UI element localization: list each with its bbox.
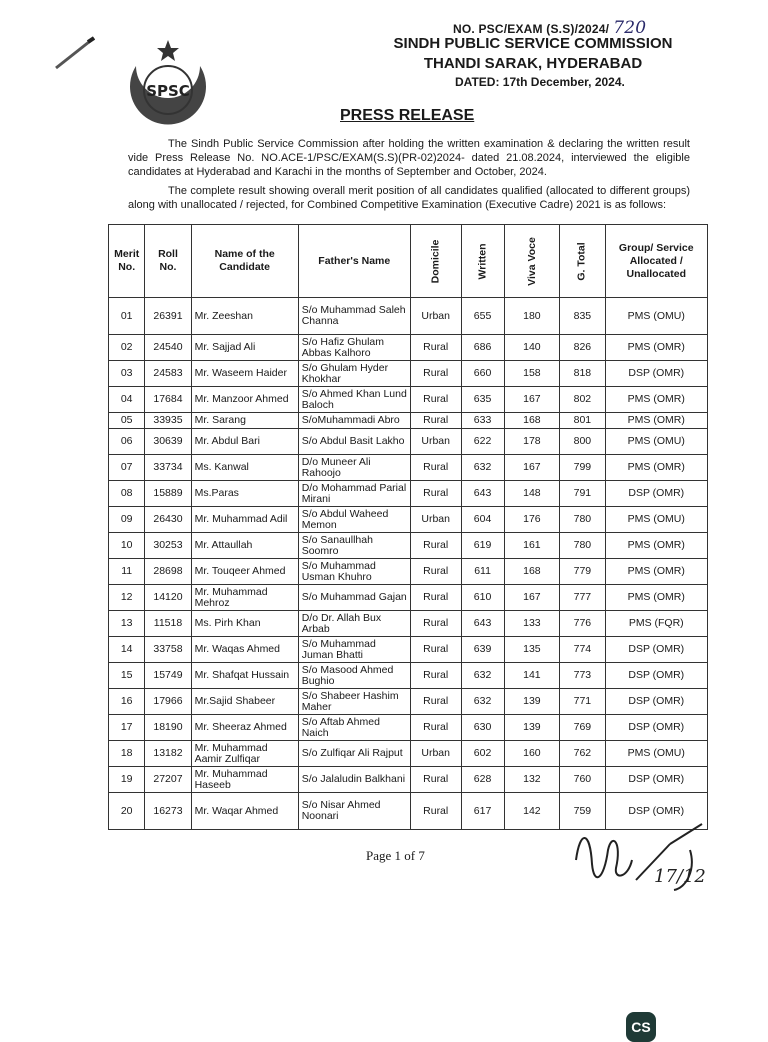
grand-total: 835 <box>560 298 605 335</box>
candidate-name: Mr. Manzoor Ahmed <box>191 387 298 413</box>
candidate-name: Ms. Pirh Khan <box>191 611 298 637</box>
col-viva-voce <box>504 225 560 298</box>
roll-no: 26430 <box>145 507 191 533</box>
viva-marks: 139 <box>504 689 560 715</box>
table-row <box>109 361 708 387</box>
group-allocated: DSP (OMR) <box>605 793 707 830</box>
table-row <box>109 559 708 585</box>
merit-no: 18 <box>109 741 145 767</box>
group-allocated: DSP (OMR) <box>605 715 707 741</box>
merit-no: 02 <box>109 335 145 361</box>
table-row <box>109 298 708 335</box>
candidate-name: Mr. Sajjad Ali <box>191 335 298 361</box>
domicile: Rural <box>410 793 461 830</box>
page-title: PRESS RELEASE <box>340 107 475 124</box>
father-name: S/o Nisar Ahmed Noonari <box>298 793 410 830</box>
father-name: S/o Muhammad Saleh Channa <box>298 298 410 335</box>
roll-no: 24540 <box>145 335 191 361</box>
father-name: S/o Ahmed Khan Lund Baloch <box>298 387 410 413</box>
domicile: Rural <box>410 689 461 715</box>
domicile: Urban <box>410 507 461 533</box>
col-merit-no: Merit No. <box>109 225 145 298</box>
written-marks: 635 <box>461 387 504 413</box>
org-name: SINDH PUBLIC SERVICE COMMISSION <box>393 35 673 52</box>
group-allocated: PMS (OMU) <box>605 507 707 533</box>
col-candidate-name: Name of the Candidate <box>191 225 298 298</box>
table-row <box>109 585 708 611</box>
group-allocated: PMS (OMU) <box>605 429 707 455</box>
domicile: Rural <box>410 637 461 663</box>
grand-total: 780 <box>560 533 605 559</box>
roll-no: 11518 <box>145 611 191 637</box>
roll-no: 30639 <box>145 429 191 455</box>
merit-no: 17 <box>109 715 145 741</box>
grand-total: 771 <box>560 689 605 715</box>
roll-no: 17966 <box>145 689 191 715</box>
logo-text: SPSC <box>146 82 190 100</box>
group-allocated: PMS (OMR) <box>605 335 707 361</box>
written-marks: 610 <box>461 585 504 611</box>
grand-total: 800 <box>560 429 605 455</box>
written-marks: 632 <box>461 455 504 481</box>
candidate-name: Ms.Paras <box>191 481 298 507</box>
pen-mark-icon <box>52 34 98 72</box>
table-row <box>109 335 708 361</box>
written-marks: 630 <box>461 715 504 741</box>
roll-no: 27207 <box>145 767 191 793</box>
roll-no: 33935 <box>145 413 191 429</box>
candidate-name: Ms. Kanwal <box>191 455 298 481</box>
father-name: S/o Muhammad Usman Khuhro <box>298 559 410 585</box>
domicile: Urban <box>410 298 461 335</box>
domicile: Rural <box>410 533 461 559</box>
roll-no: 24583 <box>145 361 191 387</box>
roll-no: 15749 <box>145 663 191 689</box>
viva-marks: 140 <box>504 335 560 361</box>
result-paragraph: The complete result showing overall merit position of all candidates qualified (allocated to different groups) along with unallocated / rejected, for Combined Competitive Examination (Executive Cadre) 2021 is as follows: <box>128 185 690 211</box>
written-marks: 619 <box>461 533 504 559</box>
grand-total: 779 <box>560 559 605 585</box>
merit-no: 10 <box>109 533 145 559</box>
viva-marks: 133 <box>504 611 560 637</box>
table-row <box>109 741 708 767</box>
merit-no: 01 <box>109 298 145 335</box>
domicile: Urban <box>410 429 461 455</box>
father-name: S/o Aftab Ahmed Naich <box>298 715 410 741</box>
roll-no: 14120 <box>145 585 191 611</box>
col-domicile-label: Domicile <box>429 239 442 283</box>
org-address: THANDI SARAK, HYDERABAD <box>423 55 643 72</box>
viva-marks: 168 <box>504 413 560 429</box>
father-name: S/o Shabeer Hashim Maher <box>298 689 410 715</box>
table-row <box>109 507 708 533</box>
group-allocated: PMS (OMR) <box>605 559 707 585</box>
candidate-name: Mr. Muhammad Adil <box>191 507 298 533</box>
col-g-total <box>560 225 605 298</box>
group-allocated: DSP (OMR) <box>605 637 707 663</box>
father-name: D/o Muneer Ali Rahoojo <box>298 455 410 481</box>
table-header-row <box>109 225 708 298</box>
candidate-name: Mr. Zeeshan <box>191 298 298 335</box>
viva-marks: 132 <box>504 767 560 793</box>
table-row <box>109 387 708 413</box>
candidate-name: Mr. Abdul Bari <box>191 429 298 455</box>
cs-badge: CS <box>626 1012 656 1042</box>
viva-marks: 142 <box>504 793 560 830</box>
grand-total: 759 <box>560 793 605 830</box>
written-marks: 602 <box>461 741 504 767</box>
domicile: Rural <box>410 413 461 429</box>
roll-no: 17684 <box>145 387 191 413</box>
col-viva-voce-label: Viva Voce <box>525 236 538 286</box>
written-marks: 686 <box>461 335 504 361</box>
group-allocated: PMS (OMR) <box>605 533 707 559</box>
viva-marks: 139 <box>504 715 560 741</box>
table-row <box>109 533 708 559</box>
table-row <box>109 413 708 429</box>
written-marks: 604 <box>461 507 504 533</box>
col-roll-no: Roll No. <box>145 225 191 298</box>
roll-no: 33758 <box>145 637 191 663</box>
col-g-total-label: G. Total <box>575 241 588 281</box>
candidate-name: Mr. Sheeraz Ahmed <box>191 715 298 741</box>
grand-total: 799 <box>560 455 605 481</box>
group-allocated: DSP (OMR) <box>605 481 707 507</box>
candidate-name: Mr. Touqeer Ahmed <box>191 559 298 585</box>
roll-no: 16273 <box>145 793 191 830</box>
viva-marks: 167 <box>504 455 560 481</box>
father-name: S/o Jalaludin Balkhani <box>298 767 410 793</box>
signature-date: 17/12 <box>654 866 706 887</box>
father-name: D/o Mohammad Parial Mirani <box>298 481 410 507</box>
candidate-name: Mr. Muhammad Haseeb <box>191 767 298 793</box>
roll-no: 33734 <box>145 455 191 481</box>
viva-marks: 161 <box>504 533 560 559</box>
page-number: Page 1 of 7 <box>366 848 425 863</box>
candidate-name: Mr. Muhammad Mehroz <box>191 585 298 611</box>
merit-no: 05 <box>109 413 145 429</box>
organization-header <box>388 34 678 74</box>
table-row <box>109 663 708 689</box>
group-allocated: DSP (OMR) <box>605 689 707 715</box>
written-marks: 633 <box>461 413 504 429</box>
reference-handwritten: 720 <box>613 18 647 38</box>
col-domicile <box>410 225 461 298</box>
merit-no: 16 <box>109 689 145 715</box>
viva-marks: 135 <box>504 637 560 663</box>
written-marks: 639 <box>461 637 504 663</box>
merit-no: 13 <box>109 611 145 637</box>
intro-paragraph: The Sindh Public Service Commission after holding the written examination & declaring the written result vide Press Release No. NO.ACE-1/PSC/EXAM(S.S)(PR-02)2024- dated 21.08.2024, interviewed the eligible candidates at Hyderabad and Karachi in the months of September and October, 2024. <box>128 138 690 178</box>
viva-marks: 158 <box>504 361 560 387</box>
domicile: Rural <box>410 611 461 637</box>
group-allocated: PMS (OMR) <box>605 413 707 429</box>
domicile: Rural <box>410 387 461 413</box>
domicile: Rural <box>410 663 461 689</box>
merit-table <box>108 224 708 830</box>
merit-no: 08 <box>109 481 145 507</box>
viva-marks: 167 <box>504 387 560 413</box>
candidate-name: Mr. Waqas Ahmed <box>191 637 298 663</box>
grand-total: 802 <box>560 387 605 413</box>
grand-total: 801 <box>560 413 605 429</box>
grand-total: 791 <box>560 481 605 507</box>
grand-total: 818 <box>560 361 605 387</box>
table-row <box>109 767 708 793</box>
merit-no: 06 <box>109 429 145 455</box>
col-written <box>461 225 504 298</box>
grand-total: 762 <box>560 741 605 767</box>
table-row <box>109 611 708 637</box>
viva-marks: 176 <box>504 507 560 533</box>
group-allocated: PMS (OMR) <box>605 455 707 481</box>
father-name: S/o Zulfiqar Ali Rajput <box>298 741 410 767</box>
group-allocated: DSP (OMR) <box>605 361 707 387</box>
table-row <box>109 455 708 481</box>
viva-marks: 178 <box>504 429 560 455</box>
written-marks: 628 <box>461 767 504 793</box>
grand-total: 777 <box>560 585 605 611</box>
merit-no: 09 <box>109 507 145 533</box>
grand-total: 769 <box>560 715 605 741</box>
father-name: S/o Abdul Basit Lakho <box>298 429 410 455</box>
written-marks: 632 <box>461 689 504 715</box>
merit-no: 19 <box>109 767 145 793</box>
merit-no: 03 <box>109 361 145 387</box>
table-body <box>109 298 708 830</box>
grand-total: 776 <box>560 611 605 637</box>
grand-total: 774 <box>560 637 605 663</box>
written-marks: 643 <box>461 481 504 507</box>
written-marks: 617 <box>461 793 504 830</box>
viva-marks: 168 <box>504 559 560 585</box>
domicile: Rural <box>410 335 461 361</box>
written-marks: 643 <box>461 611 504 637</box>
merit-no: 12 <box>109 585 145 611</box>
father-name: D/o Dr. Allah Bux Arbab <box>298 611 410 637</box>
signature-icon <box>570 820 720 900</box>
table-row <box>109 429 708 455</box>
father-name: S/o Sanaullhah Soomro <box>298 533 410 559</box>
merit-no: 15 <box>109 663 145 689</box>
candidate-name: Mr. Shafqat Hussain <box>191 663 298 689</box>
merit-no: 20 <box>109 793 145 830</box>
group-allocated: PMS (OMR) <box>605 585 707 611</box>
written-marks: 660 <box>461 361 504 387</box>
candidate-name: Mr.Sajid Shabeer <box>191 689 298 715</box>
merit-no: 04 <box>109 387 145 413</box>
father-name: S/o Abdul Waheed Memon <box>298 507 410 533</box>
grand-total: 760 <box>560 767 605 793</box>
father-name: S/o Hafiz Ghulam Abbas Kalhoro <box>298 335 410 361</box>
father-name: S/o Ghulam Hyder Khokhar <box>298 361 410 387</box>
written-marks: 622 <box>461 429 504 455</box>
grand-total: 780 <box>560 507 605 533</box>
roll-no: 13182 <box>145 741 191 767</box>
candidate-name: Mr. Sarang <box>191 413 298 429</box>
father-name: S/o Masood Ahmed Bughio <box>298 663 410 689</box>
table-row <box>109 481 708 507</box>
domicile: Rural <box>410 559 461 585</box>
roll-no: 18190 <box>145 715 191 741</box>
father-name: S/o Muhammad Gajan <box>298 585 410 611</box>
domicile: Rural <box>410 585 461 611</box>
group-allocated: DSP (OMR) <box>605 767 707 793</box>
group-allocated: PMS (OMU) <box>605 298 707 335</box>
written-marks: 632 <box>461 663 504 689</box>
written-marks: 611 <box>461 559 504 585</box>
reference-number-text: NO. PSC/EXAM (S.S)/2024/ <box>453 22 610 36</box>
grand-total: 773 <box>560 663 605 689</box>
group-allocated: PMS (FQR) <box>605 611 707 637</box>
merit-no: 14 <box>109 637 145 663</box>
roll-no: 26391 <box>145 298 191 335</box>
domicile: Urban <box>410 741 461 767</box>
col-group-service: Group/ Service Allocated / Unallocated <box>605 225 707 298</box>
spsc-logo-icon <box>122 36 214 128</box>
group-allocated: PMS (OMU) <box>605 741 707 767</box>
domicile: Rural <box>410 361 461 387</box>
candidate-name: Mr. Muhammad Aamir Zulfiqar <box>191 741 298 767</box>
candidate-name: Mr. Attaullah <box>191 533 298 559</box>
domicile: Rural <box>410 481 461 507</box>
father-name: S/oMuhammadi Abro <box>298 413 410 429</box>
table-row <box>109 637 708 663</box>
date-line: DATED: 17th December, 2024. <box>455 75 625 89</box>
roll-no: 30253 <box>145 533 191 559</box>
written-marks: 655 <box>461 298 504 335</box>
candidate-name: Mr. Waseem Haider <box>191 361 298 387</box>
col-written-label: Written <box>476 243 489 279</box>
father-name: S/o Muhammad Juman Bhatti <box>298 637 410 663</box>
col-father-name: Father's Name <box>298 225 410 298</box>
group-allocated: DSP (OMR) <box>605 663 707 689</box>
viva-marks: 167 <box>504 585 560 611</box>
roll-no: 15889 <box>145 481 191 507</box>
merit-no: 11 <box>109 559 145 585</box>
merit-no: 07 <box>109 455 145 481</box>
table-row <box>109 689 708 715</box>
viva-marks: 160 <box>504 741 560 767</box>
domicile: Rural <box>410 715 461 741</box>
roll-no: 28698 <box>145 559 191 585</box>
viva-marks: 148 <box>504 481 560 507</box>
table-row <box>109 715 708 741</box>
domicile: Rural <box>410 767 461 793</box>
grand-total: 826 <box>560 335 605 361</box>
group-allocated: PMS (OMR) <box>605 387 707 413</box>
domicile: Rural <box>410 455 461 481</box>
viva-marks: 180 <box>504 298 560 335</box>
viva-marks: 141 <box>504 663 560 689</box>
candidate-name: Mr. Waqar Ahmed <box>191 793 298 830</box>
